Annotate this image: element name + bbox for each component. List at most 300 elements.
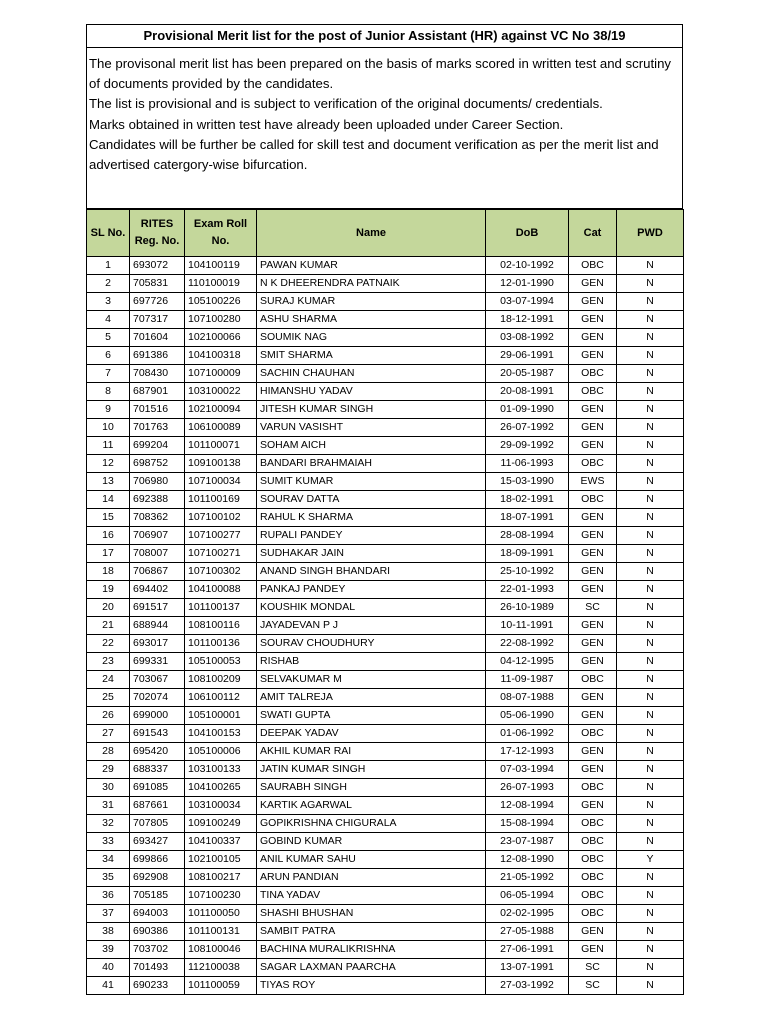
cell-reg-no: 703067 bbox=[130, 671, 185, 689]
cell-category: OBC bbox=[569, 869, 617, 887]
cell-category: OBC bbox=[569, 833, 617, 851]
cell-sl: 34 bbox=[87, 851, 130, 869]
cell-pwd: N bbox=[617, 977, 684, 995]
cell-roll-no: 101100136 bbox=[185, 635, 257, 653]
cell-pwd: N bbox=[617, 815, 684, 833]
cell-dob: 10-11-1991 bbox=[486, 617, 569, 635]
cell-sl: 40 bbox=[87, 959, 130, 977]
cell-name: TIYAS ROY bbox=[257, 977, 486, 995]
cell-roll-no: 101100050 bbox=[185, 905, 257, 923]
cell-roll-no: 102100094 bbox=[185, 401, 257, 419]
cell-dob: 13-07-1991 bbox=[486, 959, 569, 977]
cell-name: SWATI GUPTA bbox=[257, 707, 486, 725]
cell-pwd: N bbox=[617, 797, 684, 815]
cell-dob: 20-08-1991 bbox=[486, 383, 569, 401]
table-row bbox=[87, 671, 684, 689]
cell-pwd: N bbox=[617, 545, 684, 563]
cell-reg-no: 699204 bbox=[130, 437, 185, 455]
cell-dob: 01-09-1990 bbox=[486, 401, 569, 419]
cell-reg-no: 694402 bbox=[130, 581, 185, 599]
cell-reg-no: 688944 bbox=[130, 617, 185, 635]
cell-name: GOBIND KUMAR bbox=[257, 833, 486, 851]
cell-roll-no: 105100226 bbox=[185, 293, 257, 311]
cell-dob: 22-01-1993 bbox=[486, 581, 569, 599]
cell-name: RUPALI PANDEY bbox=[257, 527, 486, 545]
cell-pwd: N bbox=[617, 275, 684, 293]
cell-dob: 02-10-1992 bbox=[486, 257, 569, 275]
cell-reg-no: 691517 bbox=[130, 599, 185, 617]
cell-sl: 11 bbox=[87, 437, 130, 455]
cell-reg-no: 708430 bbox=[130, 365, 185, 383]
cell-dob: 15-08-1994 bbox=[486, 815, 569, 833]
cell-roll-no: 104100088 bbox=[185, 581, 257, 599]
cell-sl: 24 bbox=[87, 671, 130, 689]
cell-pwd: N bbox=[617, 419, 684, 437]
cell-pwd: N bbox=[617, 671, 684, 689]
cell-reg-no: 697726 bbox=[130, 293, 185, 311]
cell-dob: 26-07-1992 bbox=[486, 419, 569, 437]
cell-category: GEN bbox=[569, 761, 617, 779]
col-header-pwd: PWD bbox=[617, 210, 684, 257]
cell-name: SACHIN CHAUHAN bbox=[257, 365, 486, 383]
cell-sl: 21 bbox=[87, 617, 130, 635]
cell-roll-no: 110100019 bbox=[185, 275, 257, 293]
col-header-reg-line2: Reg. No. bbox=[134, 235, 180, 247]
table-row bbox=[87, 725, 684, 743]
cell-category: GEN bbox=[569, 941, 617, 959]
cell-pwd: N bbox=[617, 635, 684, 653]
table-row bbox=[87, 815, 684, 833]
cell-roll-no: 104100337 bbox=[185, 833, 257, 851]
table-row bbox=[87, 455, 684, 473]
cell-sl: 5 bbox=[87, 329, 130, 347]
cell-name: JATIN KUMAR SINGH bbox=[257, 761, 486, 779]
cell-roll-no: 105100001 bbox=[185, 707, 257, 725]
cell-dob: 01-06-1992 bbox=[486, 725, 569, 743]
cell-name: SUMIT KUMAR bbox=[257, 473, 486, 491]
cell-category: GEN bbox=[569, 401, 617, 419]
cell-roll-no: 101100059 bbox=[185, 977, 257, 995]
cell-sl: 31 bbox=[87, 797, 130, 815]
cell-reg-no: 692388 bbox=[130, 491, 185, 509]
cell-category: OBC bbox=[569, 887, 617, 905]
table-row bbox=[87, 419, 684, 437]
cell-name: PANKAJ PANDEY bbox=[257, 581, 486, 599]
cell-reg-no: 707805 bbox=[130, 815, 185, 833]
cell-reg-no: 687901 bbox=[130, 383, 185, 401]
table-row bbox=[87, 509, 684, 527]
cell-pwd: N bbox=[617, 599, 684, 617]
cell-dob: 18-02-1991 bbox=[486, 491, 569, 509]
cell-dob: 11-06-1993 bbox=[486, 455, 569, 473]
cell-roll-no: 103100034 bbox=[185, 797, 257, 815]
cell-pwd: N bbox=[617, 653, 684, 671]
cell-reg-no: 693427 bbox=[130, 833, 185, 851]
cell-sl: 15 bbox=[87, 509, 130, 527]
cell-roll-no: 108100046 bbox=[185, 941, 257, 959]
cell-category: EWS bbox=[569, 473, 617, 491]
cell-category: GEN bbox=[569, 581, 617, 599]
cell-sl: 9 bbox=[87, 401, 130, 419]
table-body bbox=[87, 257, 684, 995]
cell-category: GEN bbox=[569, 545, 617, 563]
col-header-roll bbox=[185, 210, 257, 257]
cell-name: BANDARI BRAHMAIAH bbox=[257, 455, 486, 473]
cell-roll-no: 101100131 bbox=[185, 923, 257, 941]
cell-category: OBC bbox=[569, 383, 617, 401]
cell-dob: 03-08-1992 bbox=[486, 329, 569, 347]
cell-sl: 1 bbox=[87, 257, 130, 275]
cell-roll-no: 105100053 bbox=[185, 653, 257, 671]
cell-roll-no: 103100022 bbox=[185, 383, 257, 401]
table-row bbox=[87, 401, 684, 419]
cell-name: GOPIKRISHNA CHIGURALA bbox=[257, 815, 486, 833]
cell-dob: 26-07-1993 bbox=[486, 779, 569, 797]
cell-name: SELVAKUMAR M bbox=[257, 671, 486, 689]
cell-name: AKHIL KUMAR RAI bbox=[257, 743, 486, 761]
cell-sl: 25 bbox=[87, 689, 130, 707]
cell-reg-no: 692908 bbox=[130, 869, 185, 887]
cell-sl: 41 bbox=[87, 977, 130, 995]
cell-dob: 12-08-1990 bbox=[486, 851, 569, 869]
cell-reg-no: 699000 bbox=[130, 707, 185, 725]
cell-reg-no: 698752 bbox=[130, 455, 185, 473]
cell-pwd: N bbox=[617, 959, 684, 977]
cell-dob: 27-05-1988 bbox=[486, 923, 569, 941]
cell-name: HIMANSHU YADAV bbox=[257, 383, 486, 401]
cell-sl: 32 bbox=[87, 815, 130, 833]
cell-roll-no: 104100265 bbox=[185, 779, 257, 797]
table-row bbox=[87, 293, 684, 311]
cell-roll-no: 108100217 bbox=[185, 869, 257, 887]
header-row bbox=[87, 210, 684, 257]
cell-dob: 28-08-1994 bbox=[486, 527, 569, 545]
cell-sl: 6 bbox=[87, 347, 130, 365]
table-row bbox=[87, 851, 684, 869]
page-title: Provisional Merit list for the post of Junior Assistant (HR) against VC No 38/19 bbox=[86, 24, 683, 48]
cell-dob: 25-10-1992 bbox=[486, 563, 569, 581]
cell-roll-no: 102100105 bbox=[185, 851, 257, 869]
cell-roll-no: 104100119 bbox=[185, 257, 257, 275]
cell-category: GEN bbox=[569, 797, 617, 815]
cell-pwd: N bbox=[617, 455, 684, 473]
cell-pwd: N bbox=[617, 563, 684, 581]
cell-roll-no: 107100280 bbox=[185, 311, 257, 329]
cell-roll-no: 101100137 bbox=[185, 599, 257, 617]
cell-reg-no: 690386 bbox=[130, 923, 185, 941]
cell-pwd: N bbox=[617, 581, 684, 599]
cell-dob: 27-03-1992 bbox=[486, 977, 569, 995]
cell-sl: 29 bbox=[87, 761, 130, 779]
cell-category: OBC bbox=[569, 365, 617, 383]
cell-pwd: N bbox=[617, 491, 684, 509]
cell-sl: 39 bbox=[87, 941, 130, 959]
cell-pwd: N bbox=[617, 257, 684, 275]
cell-sl: 4 bbox=[87, 311, 130, 329]
cell-pwd: N bbox=[617, 779, 684, 797]
cell-category: SC bbox=[569, 977, 617, 995]
cell-dob: 15-03-1990 bbox=[486, 473, 569, 491]
table-row bbox=[87, 581, 684, 599]
table-row bbox=[87, 437, 684, 455]
cell-pwd: N bbox=[617, 923, 684, 941]
cell-category: GEN bbox=[569, 329, 617, 347]
table-row bbox=[87, 653, 684, 671]
cell-name: ANAND SINGH BHANDARI bbox=[257, 563, 486, 581]
cell-name: DEEPAK YADAV bbox=[257, 725, 486, 743]
table-row bbox=[87, 833, 684, 851]
cell-name: ASHU SHARMA bbox=[257, 311, 486, 329]
cell-roll-no: 112100038 bbox=[185, 959, 257, 977]
cell-name: SAURABH SINGH bbox=[257, 779, 486, 797]
cell-pwd: N bbox=[617, 689, 684, 707]
cell-name: KOUSHIK MONDAL bbox=[257, 599, 486, 617]
cell-pwd: N bbox=[617, 437, 684, 455]
cell-dob: 08-07-1988 bbox=[486, 689, 569, 707]
cell-dob: 05-06-1990 bbox=[486, 707, 569, 725]
cell-category: OBC bbox=[569, 455, 617, 473]
cell-dob: 17-12-1993 bbox=[486, 743, 569, 761]
cell-name: SAGAR LAXMAN PAARCHA bbox=[257, 959, 486, 977]
cell-roll-no: 107100302 bbox=[185, 563, 257, 581]
cell-dob: 02-02-1995 bbox=[486, 905, 569, 923]
table-row bbox=[87, 563, 684, 581]
cell-name: SAMBIT PATRA bbox=[257, 923, 486, 941]
cell-category: GEN bbox=[569, 509, 617, 527]
cell-category: GEN bbox=[569, 527, 617, 545]
cell-category: SC bbox=[569, 959, 617, 977]
col-header-roll-line2: No. bbox=[211, 235, 230, 247]
cell-dob: 18-07-1991 bbox=[486, 509, 569, 527]
cell-pwd: N bbox=[617, 527, 684, 545]
cell-reg-no: 701516 bbox=[130, 401, 185, 419]
cell-name: SURAJ KUMAR bbox=[257, 293, 486, 311]
col-header-cat: Cat bbox=[569, 210, 617, 257]
cell-category: GEN bbox=[569, 419, 617, 437]
cell-category: GEN bbox=[569, 653, 617, 671]
cell-name: VARUN VASISHT bbox=[257, 419, 486, 437]
cell-reg-no: 690233 bbox=[130, 977, 185, 995]
cell-sl: 16 bbox=[87, 527, 130, 545]
cell-name: JAYADEVAN P J bbox=[257, 617, 486, 635]
cell-category: GEN bbox=[569, 689, 617, 707]
table-row bbox=[87, 797, 684, 815]
cell-pwd: N bbox=[617, 887, 684, 905]
cell-dob: 04-12-1995 bbox=[486, 653, 569, 671]
cell-reg-no: 701604 bbox=[130, 329, 185, 347]
cell-pwd: N bbox=[617, 473, 684, 491]
cell-sl: 8 bbox=[87, 383, 130, 401]
cell-roll-no: 107100271 bbox=[185, 545, 257, 563]
table-row bbox=[87, 761, 684, 779]
cell-pwd: N bbox=[617, 383, 684, 401]
cell-pwd: N bbox=[617, 905, 684, 923]
table-row bbox=[87, 743, 684, 761]
cell-dob: 06-05-1994 bbox=[486, 887, 569, 905]
description-line: Candidates will be further be called for skill test and document verification as per the merit list and advertised catergory-wise bifurcation. bbox=[89, 136, 659, 173]
cell-pwd: N bbox=[617, 707, 684, 725]
cell-sl: 22 bbox=[87, 635, 130, 653]
cell-reg-no: 687661 bbox=[130, 797, 185, 815]
table-row bbox=[87, 887, 684, 905]
cell-roll-no: 102100066 bbox=[185, 329, 257, 347]
cell-name: JITESH KUMAR SINGH bbox=[257, 401, 486, 419]
cell-reg-no: 708362 bbox=[130, 509, 185, 527]
cell-pwd: N bbox=[617, 743, 684, 761]
cell-reg-no: 691543 bbox=[130, 725, 185, 743]
cell-name: ANIL KUMAR SAHU bbox=[257, 851, 486, 869]
cell-pwd: N bbox=[617, 869, 684, 887]
cell-roll-no: 104100318 bbox=[185, 347, 257, 365]
col-header-reg bbox=[130, 210, 185, 257]
cell-category: OBC bbox=[569, 905, 617, 923]
table-row bbox=[87, 617, 684, 635]
cell-sl: 2 bbox=[87, 275, 130, 293]
col-header-dob: DoB bbox=[486, 210, 569, 257]
cell-category: OBC bbox=[569, 671, 617, 689]
col-header-sl: SL No. bbox=[87, 210, 130, 257]
cell-roll-no: 107100009 bbox=[185, 365, 257, 383]
cell-pwd: N bbox=[617, 509, 684, 527]
cell-category: GEN bbox=[569, 635, 617, 653]
cell-dob: 27-06-1991 bbox=[486, 941, 569, 959]
cell-reg-no: 693072 bbox=[130, 257, 185, 275]
cell-roll-no: 108100116 bbox=[185, 617, 257, 635]
cell-reg-no: 706867 bbox=[130, 563, 185, 581]
cell-sl: 28 bbox=[87, 743, 130, 761]
cell-name: SUDHAKAR JAIN bbox=[257, 545, 486, 563]
cell-reg-no: 703702 bbox=[130, 941, 185, 959]
cell-category: OBC bbox=[569, 815, 617, 833]
cell-category: GEN bbox=[569, 563, 617, 581]
cell-dob: 20-05-1987 bbox=[486, 365, 569, 383]
cell-category: GEN bbox=[569, 437, 617, 455]
cell-sl: 12 bbox=[87, 455, 130, 473]
cell-roll-no: 109100138 bbox=[185, 455, 257, 473]
cell-reg-no: 691085 bbox=[130, 779, 185, 797]
cell-pwd: N bbox=[617, 833, 684, 851]
table-row bbox=[87, 473, 684, 491]
cell-name: SHASHI BHUSHAN bbox=[257, 905, 486, 923]
table-row bbox=[87, 941, 684, 959]
cell-roll-no: 101100071 bbox=[185, 437, 257, 455]
cell-pwd: Y bbox=[617, 851, 684, 869]
cell-dob: 18-09-1991 bbox=[486, 545, 569, 563]
cell-roll-no: 108100209 bbox=[185, 671, 257, 689]
cell-dob: 29-09-1992 bbox=[486, 437, 569, 455]
cell-dob: 18-12-1991 bbox=[486, 311, 569, 329]
table-row bbox=[87, 923, 684, 941]
cell-category: GEN bbox=[569, 311, 617, 329]
table-row bbox=[87, 545, 684, 563]
cell-name: PAWAN KUMAR bbox=[257, 257, 486, 275]
table-row bbox=[87, 365, 684, 383]
table-header bbox=[87, 210, 684, 257]
table-row bbox=[87, 257, 684, 275]
table-row bbox=[87, 977, 684, 995]
cell-category: OBC bbox=[569, 851, 617, 869]
cell-sl: 38 bbox=[87, 923, 130, 941]
cell-category: GEN bbox=[569, 617, 617, 635]
cell-dob: 29-06-1991 bbox=[486, 347, 569, 365]
cell-category: GEN bbox=[569, 923, 617, 941]
col-header-reg-line1: RITES bbox=[140, 218, 174, 230]
cell-name: RISHAB bbox=[257, 653, 486, 671]
cell-category: OBC bbox=[569, 491, 617, 509]
cell-sl: 19 bbox=[87, 581, 130, 599]
cell-name: AMIT TALREJA bbox=[257, 689, 486, 707]
table-row bbox=[87, 491, 684, 509]
cell-name: KARTIK AGARWAL bbox=[257, 797, 486, 815]
cell-dob: 03-07-1994 bbox=[486, 293, 569, 311]
cell-reg-no: 701763 bbox=[130, 419, 185, 437]
cell-sl: 36 bbox=[87, 887, 130, 905]
cell-category: GEN bbox=[569, 347, 617, 365]
cell-category: OBC bbox=[569, 725, 617, 743]
cell-roll-no: 103100133 bbox=[185, 761, 257, 779]
cell-reg-no: 695420 bbox=[130, 743, 185, 761]
cell-sl: 37 bbox=[87, 905, 130, 923]
cell-roll-no: 106100112 bbox=[185, 689, 257, 707]
cell-dob: 11-09-1987 bbox=[486, 671, 569, 689]
cell-dob: 22-08-1992 bbox=[486, 635, 569, 653]
cell-sl: 18 bbox=[87, 563, 130, 581]
description-line: Marks obtained in written test have already been uploaded under Career Section. bbox=[89, 116, 564, 132]
cell-sl: 20 bbox=[87, 599, 130, 617]
cell-dob: 21-05-1992 bbox=[486, 869, 569, 887]
cell-name: SOURAV DATTA bbox=[257, 491, 486, 509]
cell-roll-no: 107100034 bbox=[185, 473, 257, 491]
cell-pwd: N bbox=[617, 365, 684, 383]
description-block bbox=[86, 48, 683, 209]
cell-sl: 10 bbox=[87, 419, 130, 437]
cell-reg-no: 694003 bbox=[130, 905, 185, 923]
cell-category: GEN bbox=[569, 275, 617, 293]
cell-category: OBC bbox=[569, 779, 617, 797]
cell-pwd: N bbox=[617, 725, 684, 743]
cell-dob: 12-01-1990 bbox=[486, 275, 569, 293]
merit-list-sheet bbox=[86, 24, 683, 995]
table-row bbox=[87, 779, 684, 797]
cell-pwd: N bbox=[617, 311, 684, 329]
cell-sl: 13 bbox=[87, 473, 130, 491]
merit-table bbox=[86, 209, 684, 995]
cell-sl: 35 bbox=[87, 869, 130, 887]
col-header-name: Name bbox=[257, 210, 486, 257]
table-row bbox=[87, 905, 684, 923]
cell-pwd: N bbox=[617, 761, 684, 779]
cell-roll-no: 101100169 bbox=[185, 491, 257, 509]
cell-reg-no: 688337 bbox=[130, 761, 185, 779]
cell-sl: 30 bbox=[87, 779, 130, 797]
cell-dob: 23-07-1987 bbox=[486, 833, 569, 851]
cell-pwd: N bbox=[617, 401, 684, 419]
cell-category: GEN bbox=[569, 707, 617, 725]
table-row bbox=[87, 527, 684, 545]
cell-name: RAHUL K SHARMA bbox=[257, 509, 486, 527]
cell-category: SC bbox=[569, 599, 617, 617]
description-line: The list is provisional and is subject to verification of the original documents/ credentials. bbox=[89, 96, 603, 112]
cell-sl: 23 bbox=[87, 653, 130, 671]
table-row bbox=[87, 311, 684, 329]
cell-roll-no: 107100102 bbox=[185, 509, 257, 527]
description-line: The provisonal merit list has been prepared on the basis of marks scored in written test and scrutiny of documents provided by the candidates. bbox=[89, 56, 671, 92]
cell-category: GEN bbox=[569, 743, 617, 761]
cell-name: SOURAV CHOUDHURY bbox=[257, 635, 486, 653]
cell-sl: 26 bbox=[87, 707, 130, 725]
table-row bbox=[87, 707, 684, 725]
cell-reg-no: 693017 bbox=[130, 635, 185, 653]
